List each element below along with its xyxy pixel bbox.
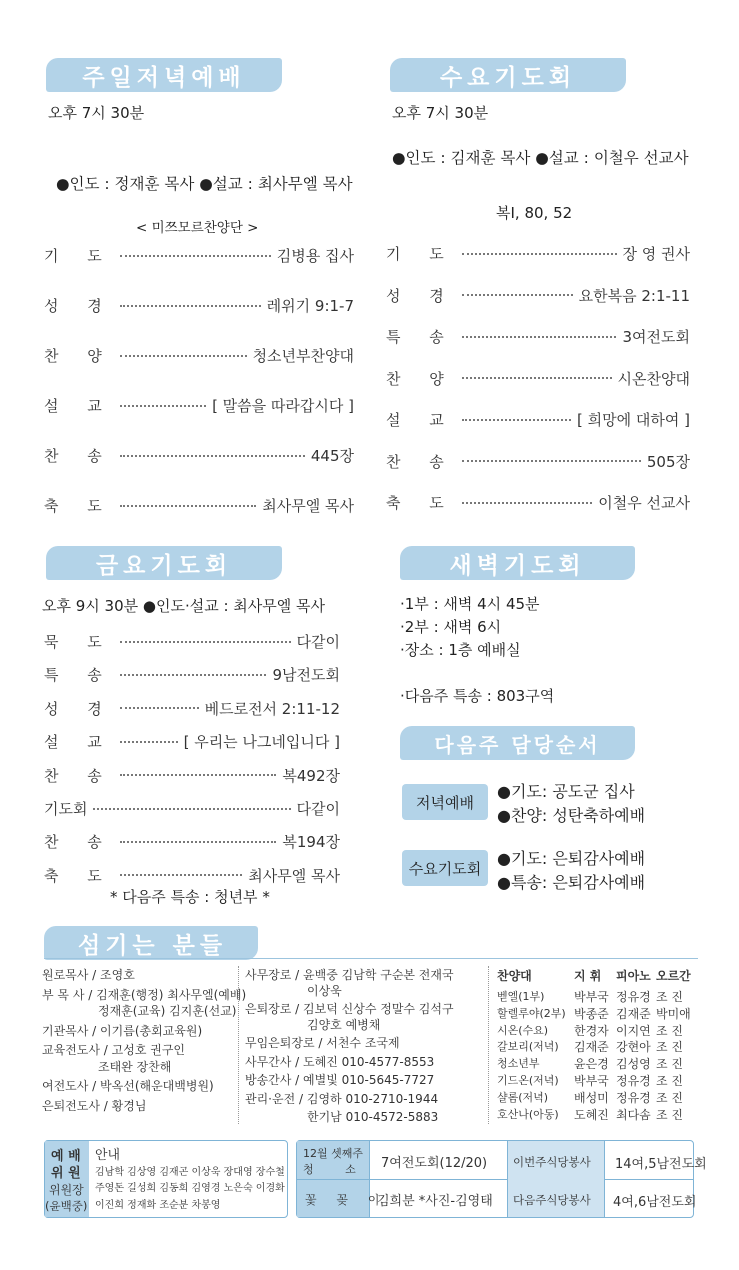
sunday-row (44, 445, 354, 466)
wednesday-row-value: 장 영 권사 (622, 245, 690, 263)
friday-row (44, 831, 340, 852)
wednesday-row (386, 285, 690, 306)
sunday-row (44, 495, 354, 516)
wednesday-row-value: 시온찬양대 (617, 369, 690, 388)
sunday-row-value: 445장 (310, 447, 354, 465)
choir-cell: 도혜진 (574, 1107, 609, 1122)
leader-dots (93, 808, 290, 810)
sunday-time: 오후 7시 30분 (48, 104, 145, 122)
wednesday-row (386, 326, 690, 347)
weekly-flower-label: 꽃 꽂 이 (305, 1193, 388, 1207)
choir-cell: 박부국 (574, 990, 609, 1004)
sunday-row-value: 청소년부찬양대 (252, 347, 354, 365)
next-duty-banner: 다음주 담당순서 (400, 726, 635, 760)
committee-line-1: 김남학 김상영 김재곤 이상욱 장대영 장수철 (95, 1167, 285, 1178)
choir-cell: 시온(수요) (497, 1023, 549, 1037)
leader-dots (462, 419, 571, 421)
friday-row (44, 631, 340, 652)
choir-cell: 조 진 (656, 990, 683, 1004)
friday-row-value: 최사무엘 목사 (248, 866, 340, 885)
friday-row-label: 찬 송 (44, 766, 114, 785)
duty-evening-label: 저녁예배 (402, 784, 488, 820)
choir-cell: 조 진 (656, 1023, 683, 1038)
staff-line: 조태완 장찬해 (98, 1059, 172, 1074)
friday-row-label: 설 교 (44, 733, 114, 752)
sunday-row (44, 395, 354, 416)
committee-label-2: 위 원 (51, 1166, 81, 1181)
sunday-row-label: 설 교 (44, 397, 114, 415)
friday-row-value: 다같이 (296, 633, 340, 651)
wednesday-row-value: 이철우 선교사 (598, 494, 690, 512)
staff-line: 정재훈(교육) 김지훈(선교) (98, 1004, 237, 1018)
duty-evening-item-1: ●기도: 공도군 집사 (497, 782, 635, 801)
sunday-row (44, 345, 354, 366)
leader-dots (120, 674, 267, 676)
committee-line-2: 주영돈 길성희 김동희 김영경 노은숙 이경화 (95, 1183, 285, 1194)
choir-cell: 조 진 (656, 1074, 683, 1088)
weekly-next-label: 다음주식당봉사 (513, 1193, 591, 1207)
sunday-banner: 주일저녁예배 (46, 58, 282, 92)
staff-col-sep-2 (488, 966, 489, 1124)
wednesday-row-value: 3여전도회 (622, 328, 690, 346)
leader-dots (120, 455, 305, 457)
friday-row (44, 798, 340, 819)
staff-line: 사무간사 / 도혜진 010-4577-8553 (245, 1054, 435, 1069)
staff-col-sep-1 (238, 966, 239, 1124)
dawn-banner: 새벽기도회 (400, 546, 635, 580)
wednesday-row-label: 찬 송 (386, 452, 456, 471)
leader-dots (462, 502, 593, 504)
wednesday-row-label: 축 도 (386, 494, 456, 512)
wednesday-row-label: 설 교 (386, 411, 456, 429)
staff-line: 원로목사 / 조영호 (42, 968, 135, 982)
leader-dots (120, 874, 243, 876)
weekly-vline-3 (604, 1141, 605, 1217)
wednesday-row-value: 요한복음 2:1-11 (578, 286, 690, 305)
wednesday-hymns: 복I, 80, 52 (496, 204, 573, 222)
leader-dots (462, 460, 641, 462)
friday-row-label: 성 경 (44, 699, 114, 718)
wednesday-time: 오후 7시 30분 (392, 104, 489, 122)
choir-cell: 최다솜 (616, 1107, 651, 1122)
choir-cell: 정유경 (616, 990, 651, 1004)
leader-dots (120, 405, 206, 407)
choir-cell: 배성미 (574, 1090, 609, 1105)
choir-cell: 조 진 (656, 1090, 683, 1105)
staff-line: 무임은퇴장로 / 서천수 조국제 (245, 1036, 400, 1050)
staff-line: 은퇴장로 / 김보덕 신상수 정말수 김석구 (245, 1002, 454, 1016)
friday-row-label: 축 도 (44, 866, 114, 885)
sunday-row-value: 최사무엘 목사 (262, 497, 354, 515)
sunday-row-value: 레위기 9:1-7 (266, 297, 354, 315)
leader-dots (120, 741, 178, 743)
choir-cell: 조 진 (656, 1057, 683, 1072)
leader-dots (462, 336, 617, 338)
committee-title: 안내 (95, 1148, 121, 1163)
duty-wednesday-item-1: ●기도: 은퇴감사예배 (497, 849, 646, 868)
choir-cell: 이지연 (616, 1023, 651, 1038)
leader-dots (462, 253, 617, 255)
friday-note: * 다음주 특송 : 청년부 * (110, 888, 270, 906)
wednesday-row (386, 451, 690, 472)
weekly-this-label: 이번주식당봉사 (513, 1155, 591, 1169)
friday-row-value: 베드로전서 2:11-12 (204, 699, 340, 718)
committee-line-3: 이진희 정재화 조순분 차봉영 (95, 1200, 221, 1211)
choir-cell: 벧엘(1부) (497, 990, 545, 1003)
staff-line: 이상욱 (307, 983, 342, 998)
wednesday-row-label: 특 송 (386, 328, 456, 346)
weekly-flower: 김희분 *사진-김영태 (377, 1194, 493, 1209)
dawn-line-1: ·1부 : 새벽 4시 45분 (400, 595, 540, 613)
weekly-next: 4여,6남전도회 (613, 1195, 697, 1210)
staff-line: 기관목사 / 이기름(총회교육원) (42, 1023, 203, 1038)
staff-line: 부 목 사 / 김재훈(행정) 최사무엘(예배) (42, 987, 247, 1002)
choir-cell: 박종준 (574, 1006, 609, 1021)
choir-cell: 박미애 (656, 1006, 691, 1021)
choir-cell: 정유경 (616, 1074, 651, 1088)
wednesday-row (386, 368, 690, 389)
friday-row-value: 복194장 (282, 833, 340, 852)
choir-cell: 박부국 (574, 1074, 609, 1088)
wednesday-banner: 수요기도회 (390, 58, 626, 92)
staff-banner: 섬기는 분들 (44, 926, 258, 960)
leader-dots (120, 305, 261, 307)
weekly-clean: 7여전도회(12/20) (381, 1156, 488, 1171)
staff-line: 방송간사 / 예별빛 010-5645-7727 (245, 1073, 435, 1087)
friday-row-value: 복492장 (282, 766, 340, 785)
friday-row (44, 731, 340, 752)
choir-cell: 윤은경 (574, 1057, 609, 1072)
weekly-clean-label: 청 소 (303, 1163, 370, 1176)
friday-row-label: 기도회 (44, 800, 88, 818)
leader-dots (120, 641, 291, 643)
sunday-row-value: [ 말씀을 따라갑시다 ] (212, 397, 354, 415)
wednesday-row-value: [ 희망에 대하여 ] (577, 411, 690, 429)
staff-line: 김양호 예병채 (307, 1017, 381, 1032)
duty-wednesday-item-2: ●특송: 은퇴감사예배 (497, 873, 646, 892)
wednesday-leaders: ●인도 : 김재훈 목사 ●설교 : 이철우 선교사 (392, 149, 689, 167)
duty-wednesday-label: 수요기도회 (402, 850, 488, 886)
dawn-line-2: ·2부 : 새벽 6시 (400, 618, 502, 636)
committee-label-4: (윤백중) (45, 1199, 88, 1213)
dawn-line-3: ·장소 : 1층 예배실 (400, 641, 521, 659)
sunday-row-label: 기 도 (44, 247, 114, 265)
choir-cell: 샬롬(저녁) (497, 1090, 549, 1104)
wednesday-row-label: 찬 양 (386, 369, 456, 388)
friday-row-label: 묵 도 (44, 633, 114, 651)
weekly-box (296, 1140, 707, 1218)
weekly-week: 12월 셋째주 (303, 1147, 363, 1160)
choir-cell: 청소년부 (497, 1057, 540, 1071)
leader-dots (120, 355, 247, 357)
leader-dots (462, 294, 573, 296)
choir-cell: 할렐루야(2부) (497, 1006, 566, 1020)
duty-evening-item-2: ●찬양: 성탄축하예배 (497, 806, 646, 825)
sunday-row-label: 축 도 (44, 497, 114, 515)
wednesday-row (386, 409, 690, 430)
friday-row-value: [ 우리는 나그네입니다 ] (183, 733, 340, 752)
leader-dots (120, 707, 199, 709)
leader-dots (120, 841, 277, 843)
friday-row-label: 특 송 (44, 666, 114, 685)
choir-cell: 김성영 (616, 1057, 651, 1072)
friday-row (44, 765, 340, 786)
weekly-this: 14여,5남전도회 (615, 1157, 707, 1172)
choir-cell: 기드온(저녁) (497, 1074, 559, 1087)
leader-dots (120, 255, 271, 257)
wednesday-row (386, 243, 690, 264)
choir-cell: 한경자 (574, 1023, 609, 1038)
staff-divider (44, 958, 698, 959)
staff-line: 은퇴전도사 / 황경님 (42, 1098, 147, 1113)
sunday-row-label: 성 경 (44, 297, 114, 315)
sunday-leaders: ●인도 : 정재훈 목사 ●설교 : 최사무엘 목사 (56, 175, 353, 193)
friday-row (44, 698, 340, 719)
choir-cell: 김재준 (616, 1006, 651, 1021)
friday-row-value: 9남전도회 (272, 666, 340, 685)
dawn-next: ·다음주 특송 : 803구역 (400, 687, 555, 705)
sunday-row-label: 찬 양 (44, 347, 114, 365)
staff-line: 한기남 010-4572-5883 (307, 1110, 439, 1124)
choir-cell: 강현아 (616, 1040, 651, 1055)
committee-label-1: 예 배 (51, 1149, 81, 1164)
friday-row-value: 다같이 (296, 800, 340, 818)
choir-header-cell: 오르간 (656, 969, 691, 983)
staff-line: 여전도사 / 박옥선(해운대백병원) (42, 1079, 214, 1093)
choir-header-cell: 찬양대 (497, 969, 532, 983)
leader-dots (120, 774, 277, 776)
choir-cell: 김재준 (574, 1040, 609, 1055)
committee-box (44, 1140, 288, 1218)
friday-header: 오후 9시 30분 ●인도·설교 : 최사무엘 목사 (42, 597, 326, 615)
sunday-row (44, 295, 354, 316)
friday-row-label: 찬 송 (44, 833, 114, 852)
choir-cell: 호산나(아동) (497, 1107, 559, 1121)
friday-banner: 금요기도회 (46, 546, 282, 580)
choir-header-cell: 지 휘 (574, 969, 602, 983)
wednesday-row-value: 505장 (646, 452, 690, 471)
choir-cell: 정유경 (616, 1090, 651, 1105)
choir-cell: 조 진 (656, 1040, 683, 1055)
staff-line: 교육전도사 / 고성호 권구인 (42, 1043, 185, 1057)
friday-row (44, 865, 340, 886)
committee-label-3: 위원장 (49, 1183, 84, 1197)
wednesday-row-label: 기 도 (386, 245, 456, 263)
staff-line: 관리·운전 / 김영하 010-2710-1944 (245, 1091, 439, 1106)
sunday-row-label: 찬 송 (44, 447, 114, 465)
weekly-hline (297, 1179, 693, 1180)
sunday-choir-note: < 미쯔모르찬양단 > (136, 220, 259, 236)
sunday-row (44, 245, 354, 266)
sunday-row-value: 김병용 집사 (276, 247, 354, 265)
leader-dots (462, 377, 612, 379)
choir-header-cell: 피아노 (616, 969, 651, 983)
wednesday-row-label: 성 경 (386, 286, 456, 305)
choir-cell: 조 진 (656, 1107, 683, 1122)
leader-dots (120, 505, 257, 507)
staff-line: 사무장로 / 윤백중 김남학 구순본 전재국 (245, 968, 454, 982)
choir-cell: 갈보리(저녁) (497, 1040, 559, 1054)
wednesday-row (386, 492, 690, 513)
friday-row (44, 664, 340, 685)
